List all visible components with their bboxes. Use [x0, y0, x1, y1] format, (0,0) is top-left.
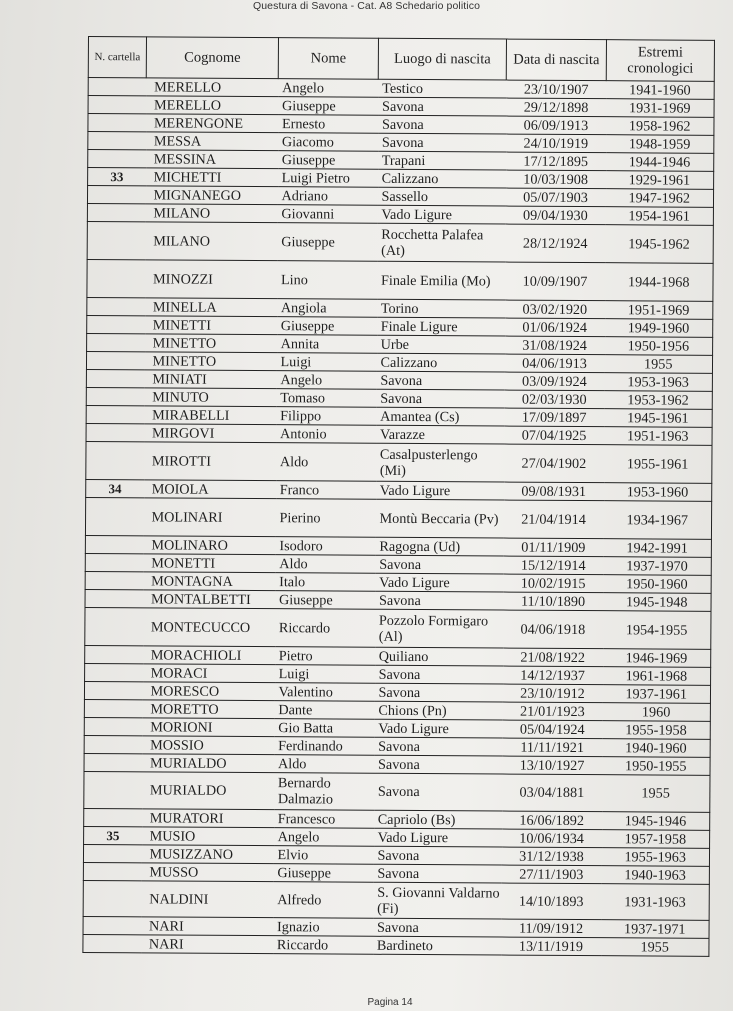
cell-data-di-nascita: 15/12/1914 [503, 556, 603, 575]
table-row [86, 441, 712, 483]
cell-nome: Isodoro [275, 537, 375, 556]
cell-nome: Angelo [274, 828, 374, 847]
cell-luogo-di-nascita: Savona [378, 97, 506, 116]
cell-n-cartella [86, 405, 144, 423]
cell-n-cartella [83, 862, 141, 880]
cell-n-cartella [86, 423, 144, 441]
cell-estremi-cronologici: 1945-1946 [602, 812, 710, 831]
cell-data-di-nascita: 09/04/1930 [505, 206, 605, 225]
col-header-data-di-nascita: Data di nascita [506, 39, 606, 81]
cell-data-di-nascita: 10/03/1908 [506, 170, 606, 189]
cell-n-cartella [85, 553, 143, 571]
cell-luogo-di-nascita: Sassello [377, 187, 505, 206]
cell-cognome: MORESCO [142, 682, 274, 701]
cell-n-cartella [86, 441, 144, 479]
cell-n-cartella [86, 387, 144, 405]
cell-nome: Giuseppe [273, 864, 373, 883]
table-body [83, 78, 714, 957]
cell-cognome: MORACI [143, 664, 275, 683]
cell-estremi-cronologici: 1953-1960 [604, 483, 712, 502]
cell-nome: Adriano [277, 187, 377, 206]
cell-estremi-cronologici: 1958-1962 [606, 117, 714, 136]
cell-luogo-di-nascita: Torino [377, 299, 505, 318]
cell-cognome: MOIOLA [144, 480, 276, 499]
cell-cognome: MONETTI [143, 554, 275, 573]
cell-nome: Luigi [276, 353, 376, 372]
cell-data-di-nascita: 17/12/1895 [506, 152, 606, 171]
cell-estremi-cronologici: 1944-1946 [606, 153, 714, 172]
cell-data-di-nascita: 14/10/1893 [501, 883, 601, 920]
cell-data-di-nascita: 14/12/1937 [503, 666, 603, 685]
cell-cognome: MIROTTI [144, 442, 276, 481]
cell-nome: Giuseppe [278, 151, 378, 170]
cell-nome: Ignazio [273, 918, 373, 937]
cell-luogo-di-nascita: Savona [374, 683, 502, 702]
cell-cognome: MICHETTI [146, 168, 278, 187]
cell-n-cartella [85, 645, 143, 663]
cell-data-di-nascita: 23/10/1912 [502, 684, 602, 703]
cell-cognome: MERELLO [146, 96, 278, 115]
cell-n-cartella [87, 333, 145, 351]
cell-estremi-cronologici: 1946-1969 [603, 649, 711, 668]
table-row [85, 607, 711, 649]
cell-estremi-cronologici: 1931-1969 [606, 99, 714, 118]
cell-estremi-cronologici: 1950-1955 [602, 757, 710, 776]
cell-cognome: NARI [141, 935, 273, 954]
cell-data-di-nascita: 06/09/1913 [506, 116, 606, 135]
cell-nome: Franco [276, 481, 376, 500]
cell-cognome: MESSINA [146, 150, 278, 169]
cell-cognome: MONTALBETTI [143, 590, 275, 609]
cell-nome: Angiola [277, 299, 377, 318]
cell-data-di-nascita: 31/12/1938 [501, 847, 601, 866]
cell-luogo-di-nascita: Amantea (Cs) [376, 407, 504, 426]
cell-nome: Giuseppe [278, 97, 378, 116]
table-row [83, 880, 709, 920]
cell-luogo-di-nascita: S. Giovanni Valdarno (Fi) [373, 882, 501, 919]
cell-data-di-nascita: 24/10/1919 [506, 134, 606, 153]
cell-estremi-cronologici: 1931-1963 [601, 884, 709, 921]
cell-n-cartella [85, 663, 143, 681]
cell-n-cartella [84, 699, 142, 717]
cell-data-di-nascita: 05/04/1924 [502, 720, 602, 739]
cell-n-cartella [83, 916, 141, 934]
cell-luogo-di-nascita: Capriolo (Bs) [374, 810, 502, 829]
cell-cognome: MORIONI [142, 718, 274, 737]
cell-estremi-cronologici: 1937-1971 [601, 920, 709, 939]
cell-luogo-di-nascita: Savona [376, 371, 504, 390]
cell-data-di-nascita: 10/09/1907 [505, 262, 605, 301]
cell-luogo-di-nascita: Savona [374, 737, 502, 756]
cell-luogo-di-nascita: Savona [375, 591, 503, 610]
cell-estremi-cronologici: 1955 [601, 938, 709, 957]
cell-luogo-di-nascita: Vado Ligure [374, 828, 502, 847]
cell-luogo-di-nascita: Trapani [378, 151, 506, 170]
cell-cognome: MURIALDO [142, 772, 274, 810]
cell-n-cartella [86, 369, 144, 387]
cell-luogo-di-nascita: Montù Beccaria (Pv) [375, 499, 503, 538]
cell-nome: Luigi Pietro [278, 169, 378, 188]
cell-estremi-cronologici: 1948-1959 [606, 135, 714, 154]
cell-luogo-di-nascita: Ragogna (Ud) [375, 537, 503, 556]
cell-data-di-nascita: 01/11/1909 [503, 538, 603, 557]
cell-luogo-di-nascita: Quiliano [375, 647, 503, 666]
cell-luogo-di-nascita: Casalpusterlengo (Mi) [376, 443, 504, 482]
cell-cognome: MINELLA [145, 298, 277, 317]
table-row [85, 497, 711, 539]
cell-luogo-di-nascita: Savona [373, 918, 501, 937]
cell-data-di-nascita: 28/12/1924 [505, 224, 605, 263]
cell-cognome: NARI [141, 917, 273, 936]
cell-n-cartella [88, 132, 146, 150]
cell-luogo-di-nascita: Savona [374, 755, 502, 774]
cell-estremi-cronologici: 1951-1969 [605, 301, 713, 320]
cell-data-di-nascita: 05/07/1903 [505, 188, 605, 207]
cell-n-cartella [87, 186, 145, 204]
cell-n-cartella [83, 934, 141, 952]
cell-data-di-nascita: 09/08/1931 [504, 482, 604, 501]
cell-data-di-nascita: 04/06/1918 [503, 610, 603, 649]
cell-luogo-di-nascita: Pozzolo Formigaro (Al) [375, 609, 503, 648]
cell-estremi-cronologici: 1961-1968 [603, 667, 711, 686]
cell-data-di-nascita: 27/11/1903 [501, 865, 601, 884]
cell-luogo-di-nascita: Savona [374, 773, 502, 811]
cell-estremi-cronologici: 1945-1948 [603, 593, 711, 612]
cell-luogo-di-nascita: Calizzano [378, 169, 506, 188]
cell-n-cartella [86, 351, 144, 369]
cell-luogo-di-nascita: Savona [375, 665, 503, 684]
cell-estremi-cronologici: 1950-1956 [605, 337, 713, 356]
cell-nome: Bernardo Dalmazio [274, 773, 374, 811]
cell-nome: Aldo [274, 755, 374, 774]
cell-cognome: MUSIO [142, 827, 274, 846]
cell-n-cartella [85, 589, 143, 607]
cell-estremi-cronologici: 1951-1963 [604, 427, 712, 446]
cell-data-di-nascita: 13/10/1927 [502, 756, 602, 775]
cell-luogo-di-nascita: Savona [378, 115, 506, 134]
cell-luogo-di-nascita: Bardineto [373, 936, 501, 955]
cell-nome: Ferdinando [274, 737, 374, 756]
col-header-n-cartella: N. cartella [88, 37, 146, 78]
cell-nome: Riccardo [275, 609, 375, 648]
cell-nome: Giuseppe [277, 223, 377, 262]
cell-cognome: MINUTO [144, 388, 276, 407]
cell-data-di-nascita: 10/02/1915 [503, 574, 603, 593]
cell-n-cartella [84, 717, 142, 735]
cell-data-di-nascita: 03/09/1924 [504, 372, 604, 391]
cell-data-di-nascita: 07/04/1925 [504, 426, 604, 445]
cell-n-cartella [85, 571, 143, 589]
cell-luogo-di-nascita: Savona [378, 133, 506, 152]
cell-estremi-cronologici: 1949-1960 [605, 319, 713, 338]
table-row [83, 934, 709, 956]
cell-nome: Tomaso [276, 389, 376, 408]
cell-estremi-cronologici: 1940-1960 [602, 739, 710, 758]
cell-n-cartella [84, 753, 142, 771]
cell-estremi-cronologici: 1944-1968 [605, 263, 713, 302]
cell-data-di-nascita: 02/03/1930 [504, 390, 604, 409]
cell-data-di-nascita: 29/12/1898 [506, 98, 606, 117]
cell-nome: Luigi [275, 665, 375, 684]
cell-n-cartella: 33 [88, 168, 146, 186]
cell-data-di-nascita: 10/06/1934 [502, 829, 602, 848]
cell-n-cartella: 34 [86, 479, 144, 497]
cell-estremi-cronologici: 1940-1963 [601, 866, 709, 885]
cell-nome: Angelo [278, 79, 378, 98]
cell-luogo-di-nascita: Testico [378, 79, 506, 98]
page-header: Questura di Savona - Cat. A8 Schedario politico [252, 0, 481, 12]
cell-n-cartella: 35 [84, 826, 142, 844]
cell-data-di-nascita: 11/10/1890 [503, 592, 603, 611]
cell-data-di-nascita: 04/06/1913 [504, 354, 604, 373]
cell-luogo-di-nascita: Vado Ligure [377, 205, 505, 224]
cell-nome: Italo [275, 573, 375, 592]
cell-cognome: MILANO [145, 222, 277, 261]
cell-n-cartella [85, 607, 143, 645]
cell-nome: Aldo [275, 555, 375, 574]
cell-n-cartella [87, 297, 145, 315]
cell-estremi-cronologici: 1937-1970 [603, 557, 711, 576]
col-header-estremi-cronologici: Estremi cronologici [606, 40, 714, 82]
register-table [82, 36, 715, 957]
table-row [84, 771, 710, 812]
cell-estremi-cronologici: 1955-1963 [601, 848, 709, 867]
cell-cognome: MINIATI [144, 370, 276, 389]
cell-n-cartella [84, 681, 142, 699]
cell-cognome: MORETTO [142, 700, 274, 719]
cell-cognome: MOSSIO [142, 736, 274, 755]
cell-cognome: MOLINARI [143, 498, 275, 537]
cell-luogo-di-nascita: Finale Emilia (Mo) [377, 261, 505, 300]
cell-estremi-cronologici: 1955-1958 [602, 721, 710, 740]
cell-data-di-nascita: 23/10/1907 [506, 80, 606, 99]
cell-cognome: MINETTO [144, 352, 276, 371]
cell-n-cartella [83, 880, 141, 916]
cell-cognome: MUSSO [141, 863, 273, 882]
cell-data-di-nascita: 17/09/1897 [504, 408, 604, 427]
cell-cognome: MUSIZZANO [141, 845, 273, 864]
cell-n-cartella [83, 844, 141, 862]
cell-cognome: MONTAGNA [143, 572, 275, 591]
cell-estremi-cronologici: 1945-1961 [604, 409, 712, 428]
cell-nome: Filippo [276, 407, 376, 426]
cell-nome: Alfredo [273, 882, 373, 919]
cell-luogo-di-nascita: Calizzano [376, 353, 504, 372]
cell-n-cartella [87, 315, 145, 333]
cell-nome: Lino [277, 261, 377, 300]
cell-luogo-di-nascita: Savona [373, 864, 501, 883]
cell-estremi-cronologici: 1934-1967 [603, 501, 711, 540]
cell-data-di-nascita: 03/04/1881 [502, 774, 602, 812]
cell-nome: Aldo [276, 443, 376, 482]
cell-luogo-di-nascita: Vado Ligure [376, 481, 504, 500]
col-header-nome: Nome [278, 38, 378, 80]
cell-n-cartella [84, 808, 142, 826]
cell-data-di-nascita: 03/02/1920 [505, 300, 605, 319]
cell-data-di-nascita: 21/01/1923 [502, 702, 602, 721]
cell-cognome: MINETTO [145, 334, 277, 353]
col-header-cognome: Cognome [146, 37, 278, 79]
cell-nome: Giuseppe [275, 591, 375, 610]
cell-n-cartella [84, 735, 142, 753]
cell-data-di-nascita: 01/06/1924 [505, 318, 605, 337]
cell-luogo-di-nascita: Savona [376, 389, 504, 408]
cell-estremi-cronologici: 1955 [604, 355, 712, 374]
cell-cognome: MERELLO [146, 78, 278, 97]
cell-cognome: MIRGOVI [144, 424, 276, 443]
cell-estremi-cronologici: 1953-1963 [604, 373, 712, 392]
cell-estremi-cronologici: 1955-1961 [604, 445, 712, 484]
cell-luogo-di-nascita: Finale Ligure [377, 317, 505, 336]
page-footer: Pagina 14 [367, 997, 413, 1008]
cell-luogo-di-nascita: Chions (Pn) [374, 701, 502, 720]
cell-luogo-di-nascita: Urbe [377, 335, 505, 354]
cell-nome: Dante [274, 701, 374, 720]
cell-estremi-cronologici: 1942-1991 [603, 539, 711, 558]
cell-cognome: NALDINI [141, 881, 273, 918]
register-table-wrap [82, 36, 714, 957]
cell-cognome: MURIALDO [142, 754, 274, 773]
cell-estremi-cronologici: 1945-1962 [605, 225, 713, 264]
cell-nome: Giovanni [277, 205, 377, 224]
cell-luogo-di-nascita: Savona [375, 555, 503, 574]
cell-data-di-nascita: 31/08/1924 [505, 336, 605, 355]
cell-nome: Pierino [275, 499, 375, 538]
cell-data-di-nascita: 11/09/1912 [501, 919, 601, 938]
cell-luogo-di-nascita: Vado Ligure [375, 573, 503, 592]
table-row [87, 259, 713, 301]
cell-nome: Giuseppe [277, 317, 377, 336]
cell-estremi-cronologici: 1954-1961 [605, 207, 713, 226]
cell-cognome: MONTECUCCO [143, 608, 275, 647]
cell-nome: Valentino [274, 683, 374, 702]
cell-n-cartella [87, 259, 145, 297]
cell-nome: Pietro [275, 647, 375, 666]
cell-cognome: MERENGONE [146, 114, 278, 133]
cell-estremi-cronologici: 1941-1960 [606, 81, 714, 100]
cell-nome: Giacomo [278, 133, 378, 152]
cell-data-di-nascita: 27/04/1902 [504, 444, 604, 483]
cell-luogo-di-nascita: Varazze [376, 425, 504, 444]
cell-cognome: MINETTI [145, 316, 277, 335]
cell-cognome: MINOZZI [145, 260, 277, 299]
cell-estremi-cronologici: 1929-1961 [606, 171, 714, 190]
cell-nome: Ernesto [278, 115, 378, 134]
cell-n-cartella [87, 221, 145, 259]
cell-cognome: MIGNANEGO [145, 186, 277, 205]
header-row [88, 37, 714, 82]
cell-n-cartella [84, 771, 142, 808]
cell-nome: Francesco [274, 810, 374, 829]
cell-estremi-cronologici: 1947-1962 [605, 189, 713, 208]
cell-estremi-cronologici: 1953-1962 [604, 391, 712, 410]
cell-data-di-nascita: 21/04/1914 [503, 500, 603, 539]
col-header-luogo-di-nascita: Luogo di nascita [378, 38, 506, 80]
cell-cognome: MURATORI [142, 809, 274, 828]
cell-n-cartella [88, 150, 146, 168]
cell-n-cartella [88, 96, 146, 114]
cell-estremi-cronologici: 1937-1961 [602, 685, 710, 704]
cell-nome: Riccardo [273, 936, 373, 955]
cell-nome: Annita [277, 335, 377, 354]
cell-luogo-di-nascita: Savona [373, 846, 501, 865]
cell-data-di-nascita: 11/11/1921 [502, 738, 602, 757]
cell-data-di-nascita: 16/06/1892 [502, 811, 602, 830]
cell-nome: Gio Batta [274, 719, 374, 738]
cell-n-cartella [85, 535, 143, 553]
cell-nome: Antonio [276, 425, 376, 444]
cell-n-cartella [88, 114, 146, 132]
cell-nome: Elvio [273, 846, 373, 865]
cell-estremi-cronologici: 1957-1958 [602, 830, 710, 849]
cell-estremi-cronologici: 1950-1960 [603, 575, 711, 594]
cell-estremi-cronologici: 1954-1955 [603, 611, 711, 650]
table-row [87, 221, 713, 263]
cell-cognome: MILANO [145, 204, 277, 223]
cell-data-di-nascita: 21/08/1922 [503, 648, 603, 667]
cell-cognome: MOLINARO [143, 536, 275, 555]
cell-n-cartella [87, 203, 145, 221]
cell-nome: Angelo [276, 371, 376, 390]
cell-estremi-cronologici: 1960 [602, 703, 710, 722]
cell-luogo-di-nascita: Rocchetta Palafea (At) [377, 223, 505, 262]
cell-cognome: MESSA [146, 132, 278, 151]
cell-n-cartella [85, 497, 143, 535]
cell-n-cartella [88, 78, 146, 96]
cell-cognome: MIRABELLI [144, 406, 276, 425]
cell-data-di-nascita: 13/11/1919 [501, 937, 601, 956]
cell-estremi-cronologici: 1955 [602, 775, 710, 813]
cell-luogo-di-nascita: Vado Ligure [374, 719, 502, 738]
cell-cognome: MORACHIOLI [143, 646, 275, 665]
